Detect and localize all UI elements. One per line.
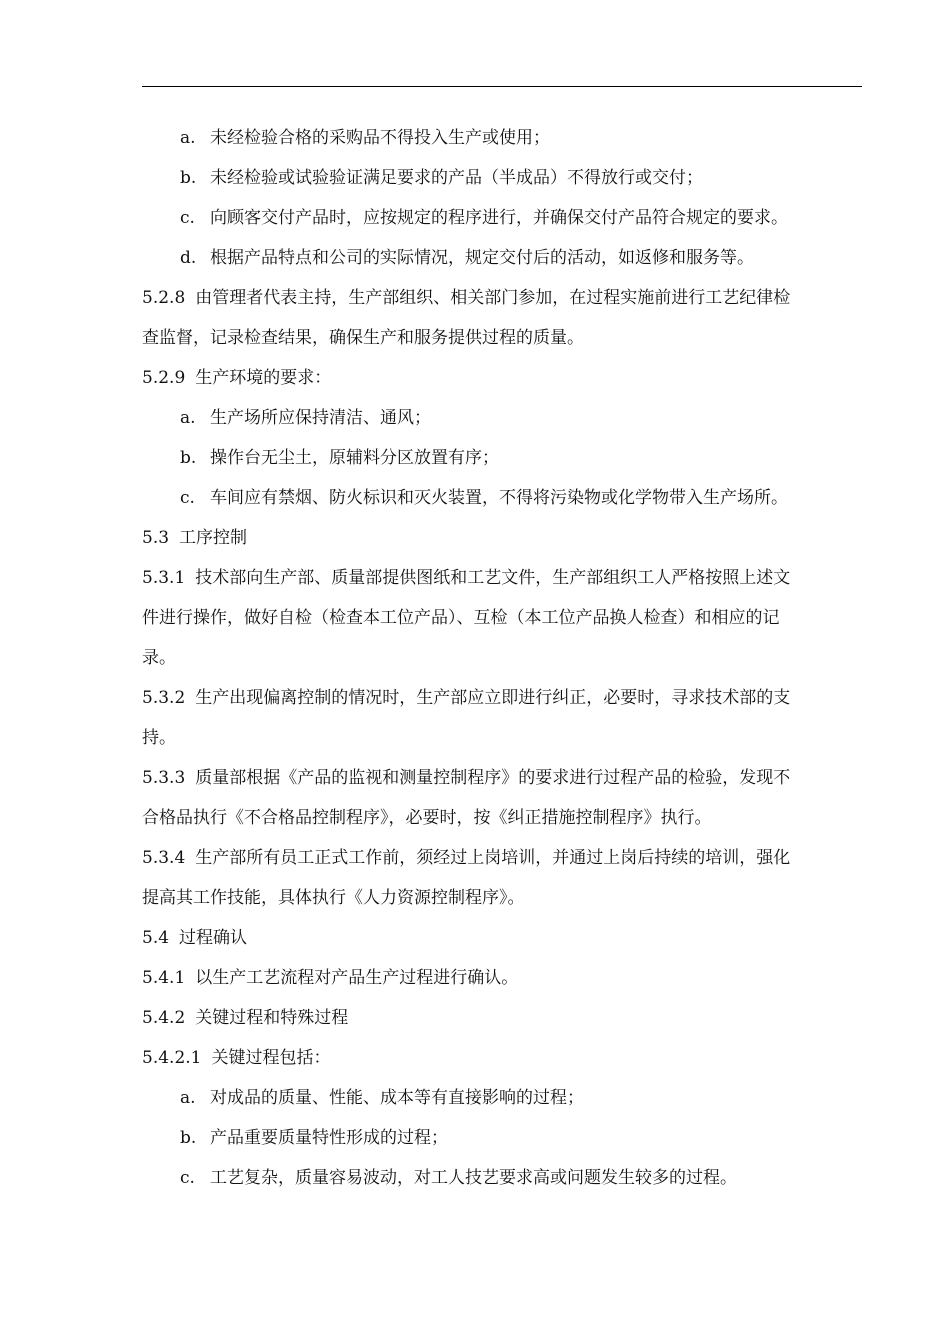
section-line bbox=[142, 998, 862, 1038]
section-line bbox=[142, 358, 862, 398]
continuation-text: 件进行操作，做好自检（检查本工位产品）、互检（本工位产品换人检查）和相应的记 bbox=[142, 608, 780, 628]
item-letter: c. bbox=[180, 488, 195, 508]
item-text: 向顾客交付产品时，应按规定的程序进行，并确保交付产品符合规定的要求。 bbox=[210, 208, 788, 228]
section-text: 质量部根据《产品的监视和测量控制程序》的要求进行过程产品的检验，发现不 bbox=[195, 768, 791, 788]
item-letter: d. bbox=[180, 248, 197, 268]
item-text: 根据产品特点和公司的实际情况，规定交付后的活动，如返修和服务等。 bbox=[210, 248, 754, 268]
list-item bbox=[142, 1118, 862, 1158]
continuation-line bbox=[142, 318, 862, 358]
section-text: 关键过程和特殊过程 bbox=[195, 1008, 349, 1028]
section-line bbox=[142, 758, 862, 798]
item-letter: c. bbox=[180, 1168, 195, 1188]
item-text: 工艺复杂，质量容易波动，对工人技艺要求高或问题发生较多的过程。 bbox=[210, 1168, 737, 1188]
section-line bbox=[142, 1038, 862, 1078]
section-number: 5.3.3 bbox=[142, 768, 186, 788]
item-letter: c. bbox=[180, 208, 195, 228]
item-letter: b. bbox=[180, 168, 197, 188]
item-text: 产品重要质量特性形成的过程； bbox=[210, 1128, 448, 1148]
list-item bbox=[142, 438, 862, 478]
section-number: 5.4 bbox=[142, 928, 170, 948]
section-text: 生产出现偏离控制的情况时，生产部应立即进行纠正，必要时，寻求技术部的支 bbox=[195, 688, 791, 708]
section-number: 5.4.2.1 bbox=[142, 1048, 202, 1068]
list-item bbox=[142, 478, 862, 518]
list-item bbox=[142, 238, 862, 278]
section-number: 5.3.2 bbox=[142, 688, 186, 708]
continuation-line bbox=[142, 598, 862, 638]
document-body bbox=[142, 118, 862, 1198]
continuation-line bbox=[142, 638, 862, 678]
item-text: 生产场所应保持清洁、通风； bbox=[210, 408, 431, 428]
continuation-text: 持。 bbox=[142, 728, 176, 748]
item-letter: a. bbox=[180, 128, 196, 148]
section-text: 技术部向生产部、质量部提供图纸和工艺文件，生产部组织工人严格按照上述文 bbox=[195, 568, 791, 588]
continuation-line bbox=[142, 878, 862, 918]
section-text: 工序控制 bbox=[179, 528, 248, 548]
section-number: 5.4.2 bbox=[142, 1008, 186, 1028]
section-line bbox=[142, 558, 862, 598]
item-letter: b. bbox=[180, 448, 197, 468]
list-item bbox=[142, 1078, 862, 1118]
continuation-text: 合格品执行《不合格品控制程序》，必要时，按《纠正措施控制程序》执行。 bbox=[142, 808, 712, 828]
list-item bbox=[142, 118, 862, 158]
section-text: 以生产工艺流程对产品生产过程进行确认。 bbox=[195, 968, 519, 988]
item-text: 未经检验合格的采购品不得投入生产或使用； bbox=[210, 128, 550, 148]
list-item bbox=[142, 198, 862, 238]
list-item bbox=[142, 398, 862, 438]
section-number: 5.2.9 bbox=[142, 368, 186, 388]
item-text: 车间应有禁烟、防火标识和灭火装置，不得将污染物或化学物带入生产场所。 bbox=[210, 488, 788, 508]
list-item bbox=[142, 158, 862, 198]
item-letter: b. bbox=[180, 1128, 197, 1148]
section-text: 生产部所有员工正式工作前，须经过上岗培训，并通过上岗后持续的培训，强化 bbox=[195, 848, 791, 868]
section-line bbox=[142, 518, 862, 558]
section-text: 关键过程包括： bbox=[211, 1048, 331, 1068]
continuation-line bbox=[142, 718, 862, 758]
continuation-line bbox=[142, 798, 862, 838]
section-number: 5.3.1 bbox=[142, 568, 186, 588]
section-text: 生产环境的要求： bbox=[195, 368, 332, 388]
item-letter: a. bbox=[180, 408, 196, 428]
section-line bbox=[142, 278, 862, 318]
item-letter: a. bbox=[180, 1088, 196, 1108]
section-text: 过程确认 bbox=[179, 928, 248, 948]
continuation-text: 查监督，记录检查结果，确保生产和服务提供过程的质量。 bbox=[142, 328, 584, 348]
section-line bbox=[142, 838, 862, 878]
item-text: 未经检验或试验验证满足要求的产品（半成品）不得放行或交付； bbox=[210, 168, 703, 188]
item-text: 对成品的质量、性能、成本等有直接影响的过程； bbox=[210, 1088, 584, 1108]
section-number: 5.4.1 bbox=[142, 968, 186, 988]
section-line bbox=[142, 678, 862, 718]
continuation-text: 录。 bbox=[142, 648, 176, 668]
section-line bbox=[142, 918, 862, 958]
section-text: 由管理者代表主持，生产部组织、相关部门参加，在过程实施前进行工艺纪律检 bbox=[195, 288, 791, 308]
header-rule bbox=[142, 86, 862, 87]
continuation-text: 提高其工作技能，具体执行《人力资源控制程序》。 bbox=[142, 888, 525, 908]
section-number: 5.3.4 bbox=[142, 848, 186, 868]
section-number: 5.3 bbox=[142, 528, 170, 548]
item-text: 操作台无尘土，原辅料分区放置有序； bbox=[210, 448, 499, 468]
section-line bbox=[142, 958, 862, 998]
section-number: 5.2.8 bbox=[142, 288, 186, 308]
list-item bbox=[142, 1158, 862, 1198]
